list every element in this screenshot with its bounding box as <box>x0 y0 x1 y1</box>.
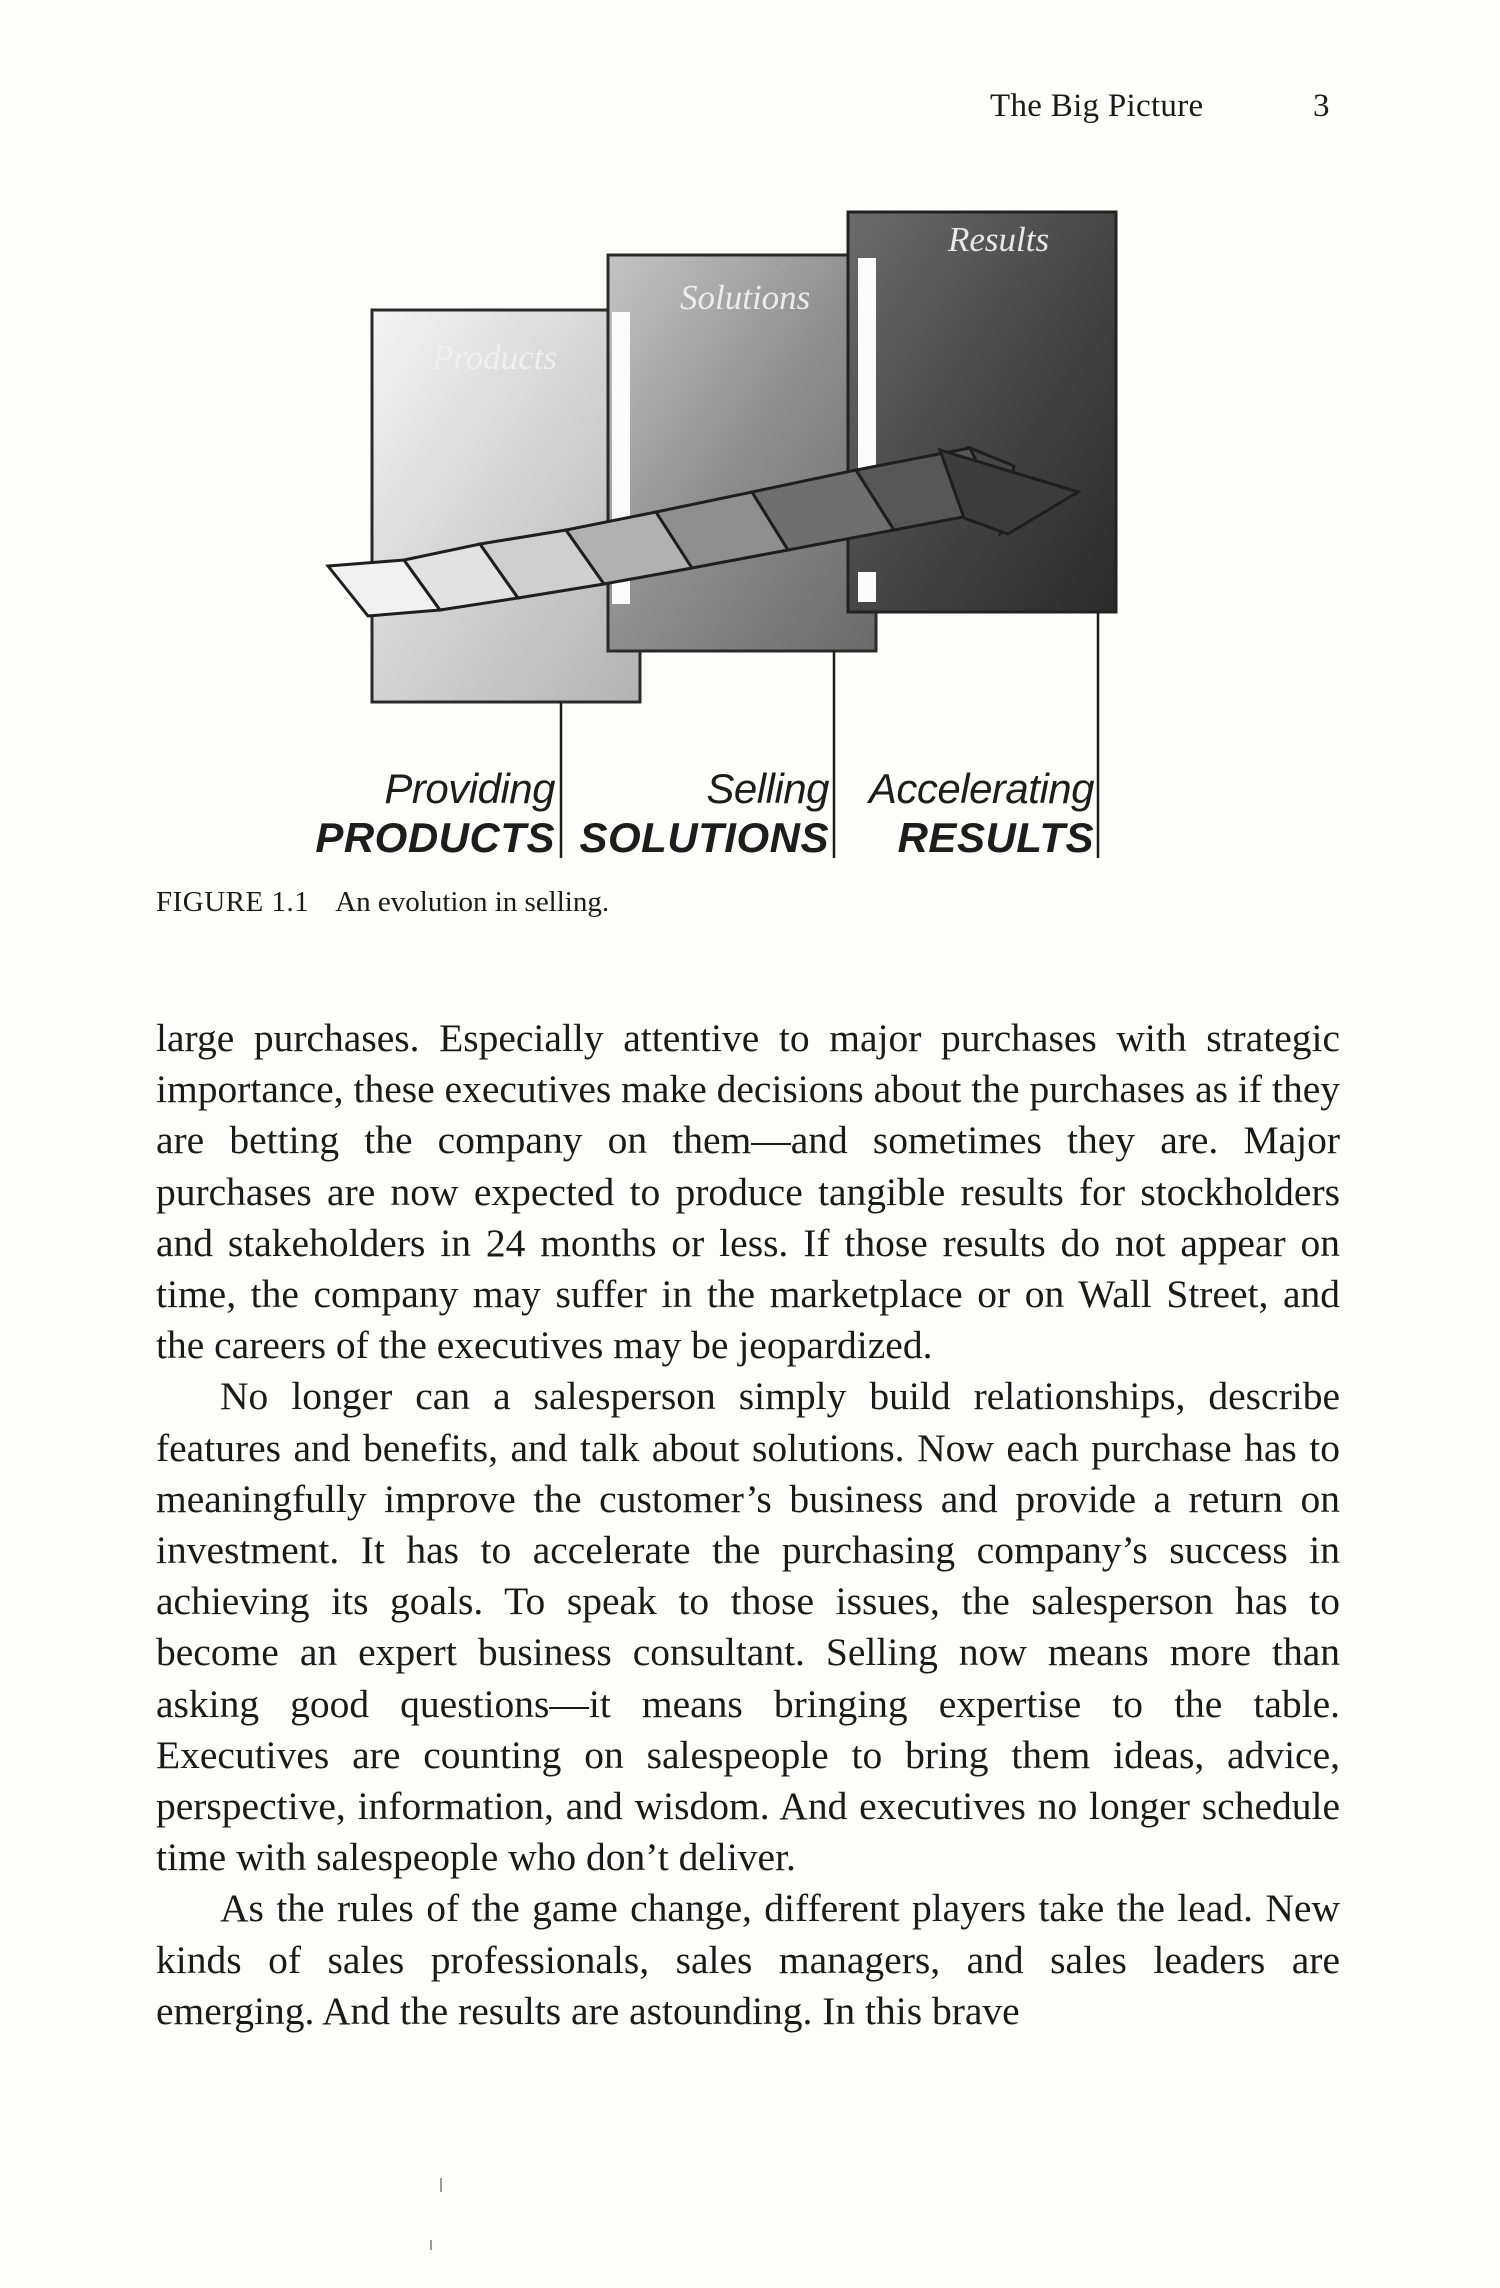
products-panel-label: Products <box>432 338 558 377</box>
body-paragraph: As the rules of the game change, different players take the lead. New kinds of sales professionals, sales managers, and sales leaders are emerging. And the results are astounding. In this brave <box>156 1886 1340 2033</box>
scan-mark <box>440 2178 442 2192</box>
products-verb-label: Providing <box>384 765 555 812</box>
solutions-verb-label: Selling <box>706 765 829 812</box>
running-head: The Big Picture <box>990 88 1204 124</box>
body-text <box>156 1013 1340 2037</box>
body-paragraph: large purchases. Especially attentive to major purchases with strategic importance, these executives make decisions about the purchases as if they are betting the company on them—and sometimes they are. Major purchases are now expected to produce tangible results for stockholders and stakeholders in 24 months or less. If those results do not appear on time, the company may suffer in the marketplace or on Wall Street, and the careers of the executives may be jeopardized. <box>156 1016 1340 1368</box>
body-paragraph: No longer can a salesperson simply build relationships, describe features and benefits, and talk about solutions. Now each purchase has to meaningfully improve the customer’s business and provide a return on investment. It has to accelerate the purchasing company’s success in achieving its goals. To speak to those issues, the salesperson has to become an expert business consultant. Selling now means more than asking good questions—it means bringing expertise to the table. Executives are counting on salespeople to bring them ideas, advice, perspective, information, and wisdom. And executives no longer schedule time with salespeople who don’t deliver. <box>156 1374 1340 1880</box>
results-panel <box>848 212 1116 612</box>
figure-caption <box>156 886 609 919</box>
page-number: 3 <box>1313 88 1330 124</box>
solutions-panel-label: Solutions <box>680 278 811 317</box>
scan-mark <box>430 2240 432 2250</box>
products-noun-label: PRODUCTS <box>315 814 555 861</box>
figure-number: FIGURE 1.1 <box>156 886 310 918</box>
figure-caption-text: An evolution in selling. <box>335 886 610 918</box>
results-noun-label: RESULTS <box>897 814 1094 861</box>
evolution-figure <box>315 200 1220 910</box>
results-verb-label: Accelerating <box>868 765 1094 812</box>
results-panel-label: Results <box>948 220 1050 259</box>
solutions-noun-label: SOLUTIONS <box>579 814 829 861</box>
